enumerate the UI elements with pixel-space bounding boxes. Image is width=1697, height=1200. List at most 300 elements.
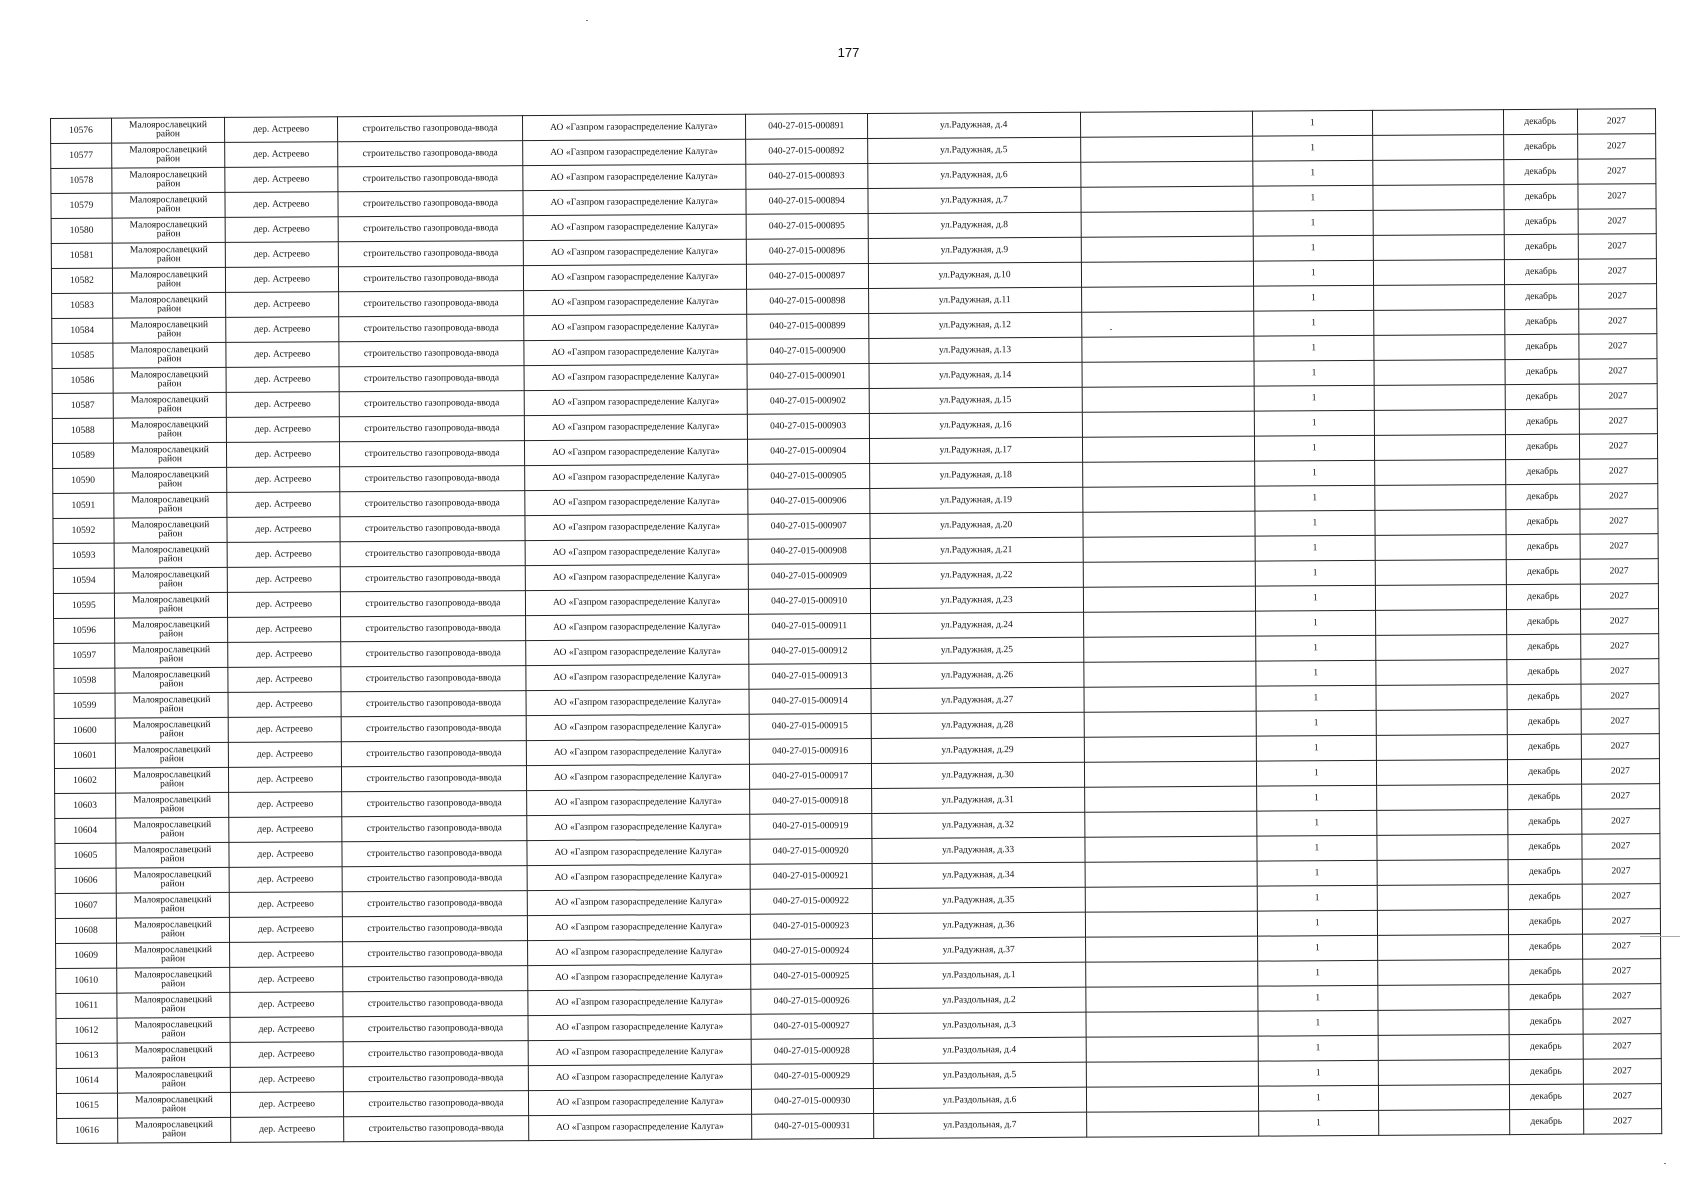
organization-cell: АО «Газпром газораспределение Калуга» xyxy=(523,214,746,240)
district-suffix: район xyxy=(158,529,183,540)
object-code-cell: 040-27-015-000921 xyxy=(750,863,872,889)
district-name: Малоярославецкий xyxy=(134,1045,213,1056)
district-cell xyxy=(112,292,225,318)
empty-cell xyxy=(1085,836,1257,862)
district-cell xyxy=(115,717,228,743)
year-cell: 2027 xyxy=(1582,934,1661,959)
empty-cell xyxy=(1374,335,1505,361)
district-name: Малоярославецкий xyxy=(132,745,211,756)
object-code-cell: 040-27-015-000920 xyxy=(750,838,872,864)
district-cell xyxy=(117,1017,230,1043)
village-cell: дер. Астреево xyxy=(225,142,338,168)
empty-cell xyxy=(1373,160,1504,186)
quantity-cell: 1 xyxy=(1252,160,1373,186)
object-code-cell: 040-27-015-000907 xyxy=(748,514,870,540)
row-number: 10586 xyxy=(52,368,113,393)
empty-cell xyxy=(1080,111,1252,137)
organization-cell: АО «Газпром газораспределение Калуга» xyxy=(524,339,747,365)
row-number: 10614 xyxy=(56,1068,117,1093)
address-cell: ул.Радужная, д.11 xyxy=(868,287,1081,313)
district-suffix: район xyxy=(157,329,182,340)
address-cell: ул.Радужная, д.5 xyxy=(867,137,1080,163)
empty-cell xyxy=(1377,835,1508,861)
address-cell: ул.Радужная, д.33 xyxy=(871,837,1084,863)
district-cell xyxy=(114,467,227,493)
district-cell xyxy=(116,792,229,818)
quantity-cell: 1 xyxy=(1257,860,1378,886)
empty-cell xyxy=(1086,1011,1258,1037)
district-name: Малоярославецкий xyxy=(133,820,212,831)
quantity-cell: 1 xyxy=(1254,460,1375,486)
district-cell xyxy=(115,667,228,693)
object-code-cell: 040-27-015-000899 xyxy=(747,314,869,340)
village-cell: дер. Астреево xyxy=(228,692,341,718)
month-cell: декабрь xyxy=(1505,334,1579,359)
object-code-cell: 040-27-015-000918 xyxy=(749,788,871,814)
district-name: Малоярославецкий xyxy=(133,895,212,906)
district-name: Малоярославецкий xyxy=(130,345,209,356)
organization-cell: АО «Газпром газораспределение Калуга» xyxy=(528,1014,751,1040)
organization-cell: АО «Газпром газораспределение Калуга» xyxy=(523,264,746,290)
village-cell: дер. Астреево xyxy=(225,267,338,293)
quantity-cell: 1 xyxy=(1258,1110,1379,1136)
work-type-cell: строительство газопровода-ввода xyxy=(338,266,523,292)
work-type-cell: строительство газопровода-ввода xyxy=(340,566,525,592)
district-cell xyxy=(116,892,229,918)
empty-cell xyxy=(1084,761,1256,787)
district-name: Малоярославецкий xyxy=(129,145,208,156)
empty-cell xyxy=(1378,1060,1509,1086)
district-suffix: район xyxy=(161,1029,186,1040)
district-suffix: район xyxy=(159,729,184,740)
village-cell: дер. Астреево xyxy=(227,492,340,518)
page-number: 177 xyxy=(837,45,860,60)
empty-cell xyxy=(1081,186,1253,212)
quantity-cell: 1 xyxy=(1254,435,1375,461)
village-cell: дер. Астреево xyxy=(226,317,339,343)
village-cell: дер. Астреево xyxy=(228,717,341,743)
empty-cell xyxy=(1083,536,1255,562)
village-cell: дер. Астреево xyxy=(230,967,343,993)
row-number: 10585 xyxy=(52,343,113,368)
year-cell: 2027 xyxy=(1579,409,1658,434)
address-cell: ул.Радужная, д.34 xyxy=(872,862,1085,888)
empty-cell xyxy=(1377,860,1508,886)
address-cell: ул.Раздольная, д.1 xyxy=(872,962,1085,988)
empty-cell xyxy=(1086,1061,1258,1087)
month-cell: декабрь xyxy=(1508,934,1582,959)
village-cell: дер. Астреево xyxy=(225,192,338,218)
row-number: 10582 xyxy=(51,268,112,293)
year-cell: 2027 xyxy=(1583,1109,1662,1134)
district-cell xyxy=(111,117,224,143)
empty-cell xyxy=(1086,986,1258,1012)
village-cell: дер. Астреево xyxy=(230,992,343,1018)
address-cell: ул.Раздольная, д.7 xyxy=(873,1112,1086,1138)
address-cell: ул.Радужная, д.26 xyxy=(870,662,1083,688)
empty-cell xyxy=(1375,510,1506,536)
object-code-cell: 040-27-015-000908 xyxy=(748,539,870,565)
address-cell: ул.Раздольная, д.4 xyxy=(873,1037,1086,1063)
month-cell: декабрь xyxy=(1507,684,1581,709)
district-suffix: район xyxy=(156,154,181,165)
district-cell xyxy=(118,1117,231,1143)
year-cell: 2027 xyxy=(1582,884,1661,909)
quantity-cell: 1 xyxy=(1254,360,1375,386)
empty-cell xyxy=(1081,236,1253,262)
row-number: 10615 xyxy=(56,1093,117,1118)
district-suffix: район xyxy=(160,804,185,815)
district-cell xyxy=(117,967,230,993)
work-type-cell: строительство газопровода-ввода xyxy=(340,541,525,567)
month-cell: декабрь xyxy=(1507,759,1581,784)
address-cell: ул.Радужная, д.6 xyxy=(867,162,1080,188)
organization-cell: АО «Газпром газораспределение Калуга» xyxy=(528,1064,751,1090)
address-cell: ул.Радужная, д.12 xyxy=(868,312,1081,338)
object-code-cell: 040-27-015-000896 xyxy=(746,239,868,265)
district-cell xyxy=(112,242,225,268)
month-cell: декабрь xyxy=(1506,609,1580,634)
object-code-cell: 040-27-015-000903 xyxy=(747,414,869,440)
month-cell: декабрь xyxy=(1508,909,1582,934)
empty-cell xyxy=(1375,485,1506,511)
organization-cell: АО «Газпром газораспределение Калуга» xyxy=(524,389,747,415)
row-number: 10603 xyxy=(55,793,116,818)
quantity-cell: 1 xyxy=(1255,610,1376,636)
year-cell: 2027 xyxy=(1577,159,1656,184)
object-code-cell: 040-27-015-000904 xyxy=(747,439,869,465)
district-name: Малоярославецкий xyxy=(133,870,212,881)
address-cell: ул.Радужная, д.23 xyxy=(870,587,1083,613)
district-suffix: район xyxy=(156,179,181,190)
organization-cell: АО «Газпром газораспределение Калуга» xyxy=(526,639,749,665)
month-cell: декабрь xyxy=(1505,484,1579,509)
month-cell: декабрь xyxy=(1508,984,1582,1009)
month-cell: декабрь xyxy=(1506,509,1580,534)
object-code-cell: 040-27-015-000900 xyxy=(747,339,869,365)
quantity-cell: 1 xyxy=(1252,135,1373,161)
work-type-cell: строительство газопровода-ввода xyxy=(339,416,524,442)
quantity-cell: 1 xyxy=(1254,510,1375,536)
district-cell xyxy=(113,442,226,468)
quantity-cell: 1 xyxy=(1256,810,1377,836)
quantity-cell: 1 xyxy=(1253,260,1374,286)
row-number: 10609 xyxy=(56,943,117,968)
object-code-cell: 040-27-015-000891 xyxy=(745,114,867,140)
empty-cell xyxy=(1085,911,1257,937)
district-name: Малоярославецкий xyxy=(130,395,209,406)
address-cell: ул.Радужная, д.19 xyxy=(869,487,1082,513)
organization-cell: АО «Газпром газораспределение Калуга» xyxy=(526,689,749,715)
work-type-cell: строительство газопровода-ввода xyxy=(340,491,525,517)
row-number: 10598 xyxy=(54,668,115,693)
village-cell: дер. Астреево xyxy=(229,867,342,893)
village-cell: дер. Астреево xyxy=(229,917,342,943)
row-number: 10580 xyxy=(51,218,112,243)
village-cell: дер. Астреево xyxy=(230,1067,343,1093)
empty-cell xyxy=(1080,161,1252,187)
row-number: 10587 xyxy=(52,393,113,418)
empty-cell xyxy=(1373,235,1504,261)
empty-cell xyxy=(1086,1111,1258,1137)
object-code-cell: 040-27-015-000915 xyxy=(749,713,871,739)
address-cell: ул.Радужная, д.20 xyxy=(870,512,1083,538)
village-cell: дер. Астреево xyxy=(226,417,339,443)
district-cell xyxy=(114,567,227,593)
work-type-cell: строительство газопровода-ввода xyxy=(341,691,526,717)
district-suffix: район xyxy=(161,954,186,965)
address-cell: ул.Раздольная, д.2 xyxy=(872,987,1085,1013)
district-name: Малоярославецкий xyxy=(132,620,210,631)
empty-cell xyxy=(1374,360,1505,386)
row-number: 10576 xyxy=(51,118,112,143)
district-suffix: район xyxy=(159,704,184,715)
row-number: 10589 xyxy=(52,443,113,468)
quantity-cell: 1 xyxy=(1256,835,1377,861)
quantity-cell: 1 xyxy=(1255,535,1376,561)
district-name: Малоярославецкий xyxy=(129,270,208,281)
year-cell: 2027 xyxy=(1579,434,1658,459)
year-cell: 2027 xyxy=(1583,1084,1662,1109)
address-cell: ул.Радужная, д.28 xyxy=(871,712,1084,738)
month-cell: декабрь xyxy=(1508,834,1582,859)
work-type-cell: строительство газопровода-ввода xyxy=(344,1116,529,1142)
empty-cell xyxy=(1085,961,1257,987)
quantity-cell: 1 xyxy=(1252,110,1373,136)
district-suffix: район xyxy=(158,604,183,615)
object-code-cell: 040-27-015-000930 xyxy=(751,1088,873,1114)
year-cell: 2027 xyxy=(1578,259,1657,284)
work-type-cell: строительство газопровода-ввода xyxy=(343,1041,528,1067)
quantity-cell: 1 xyxy=(1252,185,1373,211)
quantity-cell: 1 xyxy=(1256,735,1377,761)
district-cell xyxy=(113,342,226,368)
work-type-cell: строительство газопровода-ввода xyxy=(342,866,527,892)
empty-cell xyxy=(1082,486,1254,512)
village-cell: дер. Астреево xyxy=(230,1092,343,1118)
quantity-cell: 1 xyxy=(1255,685,1376,711)
organization-cell: АО «Газпром газораспределение Калуга» xyxy=(525,489,748,515)
row-number: 10601 xyxy=(54,743,115,768)
district-suffix: район xyxy=(156,279,181,290)
month-cell: декабрь xyxy=(1506,634,1580,659)
district-name: Малоярославецкий xyxy=(133,795,212,806)
empty-cell xyxy=(1378,985,1509,1011)
village-cell: дер. Астреево xyxy=(229,892,342,918)
village-cell: дер. Астреево xyxy=(227,567,340,593)
row-number: 10600 xyxy=(54,718,115,743)
year-cell: 2027 xyxy=(1581,784,1660,809)
district-suffix: район xyxy=(161,1079,186,1090)
village-cell: дер. Астреево xyxy=(230,942,343,968)
work-type-cell: строительство газопровода-ввода xyxy=(339,291,524,317)
district-name: Малоярославецкий xyxy=(131,545,210,556)
district-suffix: район xyxy=(162,1104,186,1115)
empty-cell xyxy=(1376,610,1507,636)
work-type-cell: строительство газопровода-ввода xyxy=(339,341,524,367)
month-cell: декабрь xyxy=(1506,584,1580,609)
year-cell: 2027 xyxy=(1579,359,1658,384)
district-cell xyxy=(117,1092,230,1118)
empty-cell xyxy=(1376,635,1507,661)
organization-cell: АО «Газпром газораспределение Калуга» xyxy=(525,539,748,565)
organization-cell: АО «Газпром газораспределение Калуга» xyxy=(527,914,750,940)
row-number: 10597 xyxy=(54,643,115,668)
row-number: 10608 xyxy=(55,918,116,943)
object-code-cell: 040-27-015-000914 xyxy=(749,688,871,714)
empty-cell xyxy=(1377,785,1508,811)
object-code-cell: 040-27-015-000893 xyxy=(746,164,868,190)
organization-cell: АО «Газпром газораспределение Калуга» xyxy=(527,814,750,840)
empty-cell xyxy=(1377,810,1508,836)
row-number: 10596 xyxy=(54,618,115,643)
district-name: Малоярославецкий xyxy=(134,995,213,1006)
empty-cell xyxy=(1081,311,1253,337)
organization-cell: АО «Газпром газораспределение Калуга» xyxy=(527,789,750,815)
district-suffix: район xyxy=(157,354,182,365)
district-suffix: район xyxy=(160,854,185,865)
district-cell xyxy=(113,392,226,418)
month-cell: декабрь xyxy=(1509,1059,1583,1084)
year-cell: 2027 xyxy=(1581,734,1660,759)
month-cell: декабрь xyxy=(1508,959,1582,984)
district-cell xyxy=(114,517,227,543)
year-cell: 2027 xyxy=(1579,484,1658,509)
district-suffix: район xyxy=(158,504,183,515)
district-name: Малоярославецкий xyxy=(129,170,208,181)
district-suffix: район xyxy=(158,554,183,565)
village-cell: дер. Астреево xyxy=(229,792,342,818)
district-cell xyxy=(117,1042,230,1068)
quantity-cell: 1 xyxy=(1257,1010,1378,1036)
organization-cell: АО «Газпром газораспределение Калуга» xyxy=(522,114,745,140)
month-cell: декабрь xyxy=(1507,659,1581,684)
district-cell xyxy=(114,592,227,618)
village-cell: дер. Астреево xyxy=(225,217,338,243)
object-code-cell: 040-27-015-000892 xyxy=(745,139,867,165)
district-name: Малоярославецкий xyxy=(135,1120,214,1131)
district-suffix: район xyxy=(159,679,184,690)
empty-cell xyxy=(1375,435,1506,461)
work-type-cell: строительство газопровода-ввода xyxy=(343,991,528,1017)
row-number: 10577 xyxy=(51,143,112,168)
empty-cell xyxy=(1378,910,1509,936)
work-type-cell: строительство газопровода-ввода xyxy=(340,516,525,542)
empty-cell xyxy=(1086,1036,1258,1062)
quantity-cell: 1 xyxy=(1253,210,1374,236)
work-type-cell: строительство газопровода-ввода xyxy=(338,166,523,192)
district-suffix: район xyxy=(157,379,182,390)
district-suffix: район xyxy=(160,929,185,940)
month-cell: декабрь xyxy=(1505,459,1579,484)
quantity-cell: 1 xyxy=(1257,885,1378,911)
work-type-cell: строительство газопровода-ввода xyxy=(340,441,525,467)
month-cell: декабрь xyxy=(1504,184,1578,209)
district-name: Малоярославецкий xyxy=(129,220,208,231)
month-cell: декабрь xyxy=(1503,159,1577,184)
object-code-cell: 040-27-015-000910 xyxy=(748,588,870,614)
address-cell: ул.Радужная, д.21 xyxy=(870,537,1083,563)
village-cell: дер. Астреево xyxy=(226,292,339,318)
empty-cell xyxy=(1085,936,1257,962)
organization-cell: АО «Газпром газораспределение Калуга» xyxy=(523,139,746,165)
district-name: Малоярославецкий xyxy=(132,670,211,681)
district-name: Малоярославецкий xyxy=(131,595,210,606)
district-suffix: район xyxy=(160,904,185,915)
quantity-cell: 1 xyxy=(1253,310,1374,336)
object-code-cell: 040-27-015-000895 xyxy=(746,214,868,240)
registry-table xyxy=(50,108,1662,1144)
month-cell: декабрь xyxy=(1505,409,1579,434)
address-cell: ул.Радужная, д.14 xyxy=(869,362,1082,388)
object-code-cell: 040-27-015-000928 xyxy=(751,1038,873,1064)
year-cell: 2027 xyxy=(1580,659,1659,684)
row-number: 10599 xyxy=(54,693,115,718)
object-code-cell: 040-27-015-000916 xyxy=(749,738,871,764)
organization-cell: АО «Газпром газораспределение Калуга» xyxy=(524,439,747,465)
empty-cell xyxy=(1374,410,1505,436)
empty-cell xyxy=(1085,886,1257,912)
village-cell: дер. Астреево xyxy=(227,467,340,493)
work-type-cell: строительство газопровода-ввода xyxy=(342,816,527,842)
empty-cell xyxy=(1083,561,1255,587)
organization-cell: АО «Газпром газораспределение Калуга» xyxy=(524,314,747,340)
month-cell: декабрь xyxy=(1504,234,1578,259)
object-code-cell: 040-27-015-000922 xyxy=(750,888,872,914)
district-suffix: район xyxy=(156,254,181,265)
year-cell: 2027 xyxy=(1578,234,1657,259)
quantity-cell: 1 xyxy=(1257,935,1378,961)
year-cell: 2027 xyxy=(1578,334,1657,359)
address-cell: ул.Радужная, д.32 xyxy=(871,812,1084,838)
year-cell: 2027 xyxy=(1580,509,1659,534)
district-cell xyxy=(112,167,225,193)
organization-cell: АО «Газпром газораспределение Калуга» xyxy=(525,464,748,490)
work-type-cell: строительство газопровода-ввода xyxy=(342,891,527,917)
quantity-cell: 1 xyxy=(1256,785,1377,811)
address-cell: ул.Раздольная, д.6 xyxy=(873,1087,1086,1113)
address-cell: ул.Радужная, д.22 xyxy=(870,562,1083,588)
quantity-cell: 1 xyxy=(1258,1060,1379,1086)
empty-cell xyxy=(1083,586,1255,612)
object-code-cell: 040-27-015-000926 xyxy=(751,988,873,1014)
empty-cell xyxy=(1373,110,1504,136)
empty-cell xyxy=(1374,310,1505,336)
address-cell: ул.Радужная, д.25 xyxy=(870,637,1083,663)
village-cell: дер. Астреево xyxy=(230,1042,343,1068)
empty-cell xyxy=(1375,560,1506,586)
empty-cell xyxy=(1374,285,1505,311)
village-cell: дер. Астреево xyxy=(225,167,338,193)
address-cell: ул.Радужная, д.9 xyxy=(868,237,1081,263)
quantity-cell: 1 xyxy=(1255,585,1376,611)
district-name: Малоярославецкий xyxy=(132,645,211,656)
organization-cell: АО «Газпром газораспределение Калуга» xyxy=(528,1039,751,1065)
empty-cell xyxy=(1377,760,1508,786)
district-suffix: район xyxy=(157,404,182,415)
district-cell xyxy=(113,417,226,443)
month-cell: декабрь xyxy=(1504,284,1578,309)
district-name: Малоярославецкий xyxy=(129,245,208,256)
row-number: 10616 xyxy=(57,1118,118,1143)
work-type-cell: строительство газопровода-ввода xyxy=(338,241,523,267)
district-name: Малоярославецкий xyxy=(134,970,213,981)
village-cell: дер. Астреево xyxy=(227,542,340,568)
row-number: 10578 xyxy=(51,168,112,193)
work-type-cell: строительство газопровода-ввода xyxy=(341,641,526,667)
work-type-cell: строительство газопровода-ввода xyxy=(343,941,528,967)
object-code-cell: 040-27-015-000897 xyxy=(746,264,868,290)
